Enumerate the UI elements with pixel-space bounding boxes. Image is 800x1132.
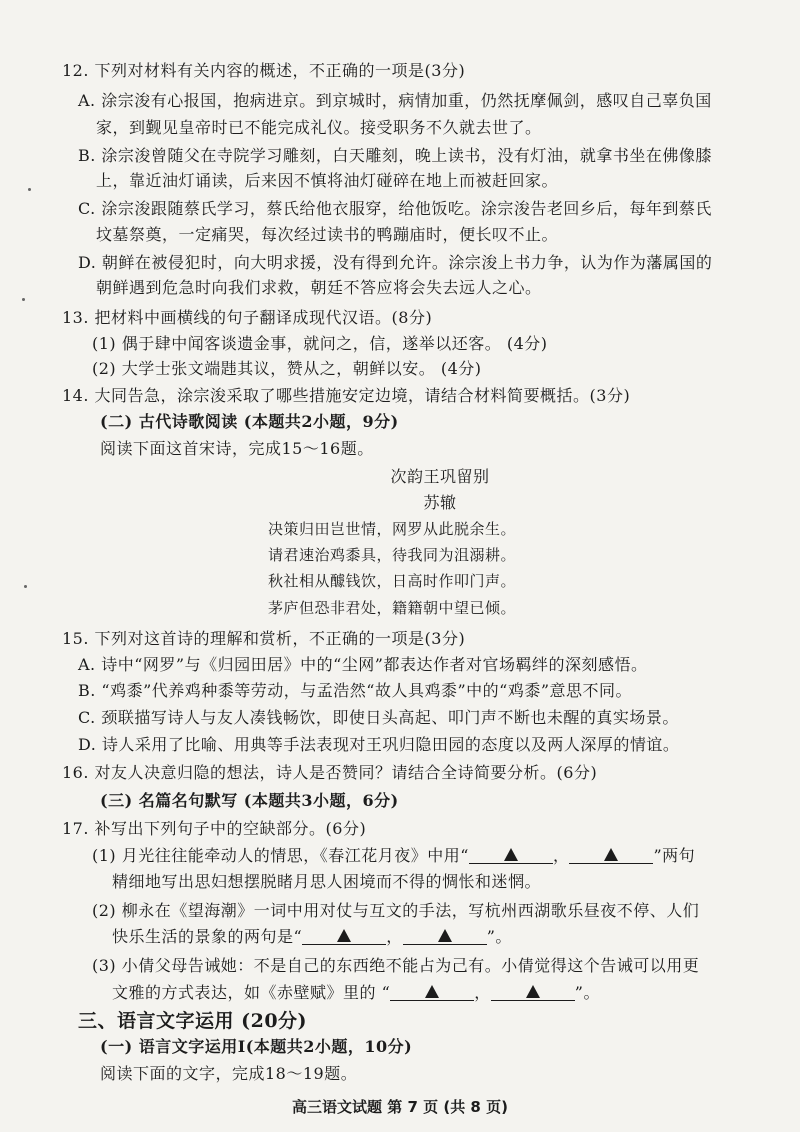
q17-item-1-line2: 精细地写出思妇想摆脱睹月思人困境而不得的惆怅和迷惘。 <box>112 872 542 891</box>
q12-option-d-line2: 朝鲜遇到危急时向我们求救，朝廷不答应将会失去远人之心。 <box>96 278 542 297</box>
part3-subheading: (一) 语言文字运用Ⅰ(本题共2小题，10分) <box>100 1037 413 1056</box>
q15-option-a: A. 诗中“网罗”与《归园田居》中的“尘网”都表达作者对官场羁绊的深刻感悟。 <box>78 655 648 674</box>
triangle-marker-icon <box>438 929 452 942</box>
poem-line-3: 秋社相从醵钱饮，日高时作叩门声。 <box>268 572 517 590</box>
q12-option-a-line2: 家，到觐见皇帝时已不能完成礼仪。接受职务不久就去世了。 <box>96 118 542 137</box>
q17-item-1-end: ”两句 <box>653 846 696 865</box>
q17-item-2-text: 快乐生活的景象的两句是“ <box>112 927 303 946</box>
q12-option-c-line1: C. 涂宗浚跟随蔡氏学习，蔡氏给他衣服穿，给他饭吃。涂宗浚告老回乡后，每年到蔡氏 <box>78 199 712 218</box>
q17-item-3-text: 文雅的方式表达，如《赤壁赋》里的 “ <box>112 983 391 1002</box>
q17-item-1-sep: ， <box>552 846 570 865</box>
poem-author: 苏辙 <box>423 493 457 512</box>
triangle-marker-icon <box>425 985 439 998</box>
poem-title: 次韵王巩留别 <box>390 467 490 486</box>
q17-item-1-line1 <box>92 845 695 867</box>
poem-line-1: 决策归田岂世情，网罗从此脱余生。 <box>268 520 517 538</box>
q12-option-d-line1: D. 朝鲜在被侵犯时，向大明求援，没有得到允许。涂宗浚上书力争，认为作为藩属国的 <box>78 253 713 272</box>
part3-intro: 阅读下面的文字，完成18～19题。 <box>100 1064 358 1083</box>
q17-item-3-end: ”。 <box>574 983 600 1002</box>
fill-blank <box>390 982 474 1001</box>
poem-line-2: 请君速治鸡黍具，待我同为沮溺耕。 <box>268 546 517 564</box>
q15-stem: 15. 下列对这首诗的理解和赏析，不正确的一项是(3分) <box>62 629 466 648</box>
triangle-marker-icon <box>526 985 540 998</box>
q17-item-3-line2 <box>112 982 600 1004</box>
q12-stem: 12. 下列对材料有关内容的概述，不正确的一项是(3分) <box>62 61 466 80</box>
fill-blank <box>491 982 575 1001</box>
poem-line-4: 茅庐但恐非君处，籍籍朝中望已倾。 <box>268 599 517 617</box>
q17-stem: 17. 补写出下列句子中的空缺部分。(6分) <box>62 819 367 838</box>
q17-item-2-line2 <box>112 926 512 948</box>
section2-heading: (二) 古代诗歌阅读 (本题共2小题，9分) <box>100 412 399 431</box>
q17-item-2-sep: ， <box>386 927 403 946</box>
q13-sentence-1: (1) 偶于肆中闻客谈遗金事，就问之，信，遂举以还客。 (4分) <box>92 334 548 353</box>
q17-item-3-line1: (3) 小倩父母告诫她：不是自己的东西绝不能占为己有。小倩觉得这个告诫可以用更 <box>92 956 700 975</box>
q15-option-c: C. 颈联描写诗人与友人凑钱畅饮，即使日头高起、叩门声不断也未醒的真实场景。 <box>78 708 679 727</box>
scan-speck <box>22 298 25 301</box>
q12-option-a-line1: A. 涂宗浚有心报国，抱病进京。到京城时，病情加重，仍然抚摩佩剑，感叹自己辜负国 <box>78 91 712 110</box>
q12-option-b-line1: B. 涂宗浚曾随父在寺院学习雕刻，白天雕刻，晚上读书，没有灯油，就拿书坐在佛像膝 <box>78 146 712 165</box>
scan-speck <box>28 188 31 191</box>
q17-item-1-text: (1) 月光往往能牵动人的情思，《春江花月夜》中用“ <box>92 846 469 865</box>
q12-option-c-line2: 坟墓祭奠，一定痛哭，每次经过读书的鸭蹦庙时，便长叹不止。 <box>96 225 559 244</box>
q12-option-b-line2: 上，靠近油灯诵读，后来因不慎将油灯碰碎在地上而被赶回家。 <box>96 171 559 190</box>
q13-stem: 13. 把材料中画横线的句子翻译成现代汉语。(8分) <box>62 308 433 327</box>
scan-speck <box>24 585 27 588</box>
q15-option-d: D. 诗人采用了比喻、用典等手法表现对王巩归隐田园的态度以及两人深厚的情谊。 <box>78 735 680 754</box>
q14-stem: 14. 大同告急，涂宗浚采取了哪些措施安定边境，请结合材料简要概括。(3分) <box>62 386 631 405</box>
triangle-marker-icon <box>337 929 351 942</box>
page-footer: 高三语文试题 第 7 页 (共 8 页) <box>292 1098 508 1116</box>
triangle-marker-icon <box>604 848 618 861</box>
section3-heading: (三) 名篇名句默写 (本题共3小题，6分) <box>100 791 399 810</box>
q15-option-b: B. “鸡黍”代养鸡种黍等劳动，与孟浩然“故人具鸡黍”中的“鸡黍”意思不同。 <box>78 681 633 700</box>
q17-item-2-line1: (2) 柳永在《望海潮》一词中用对仗与互文的手法，写杭州西湖歌乐昼夜不停、人们 <box>92 901 700 920</box>
q17-item-2-end: ”。 <box>486 927 512 946</box>
fill-blank <box>302 926 386 945</box>
part3-heading: 三、语言文字运用 (20分) <box>78 1010 308 1032</box>
fill-blank <box>569 845 653 864</box>
fill-blank <box>403 926 487 945</box>
q16-stem: 16. 对友人决意归隐的想法，诗人是否赞同？请结合全诗简要分析。(6分) <box>62 763 598 782</box>
fill-blank <box>469 845 553 864</box>
q17-item-3-sep: ， <box>474 983 491 1002</box>
section2-intro: 阅读下面这首宋诗，完成15～16题。 <box>100 439 374 458</box>
triangle-marker-icon <box>504 848 518 861</box>
q13-sentence-2: (2) 大学士张文端韪其议，赞从之，朝鲜以安。 (4分) <box>92 359 482 378</box>
